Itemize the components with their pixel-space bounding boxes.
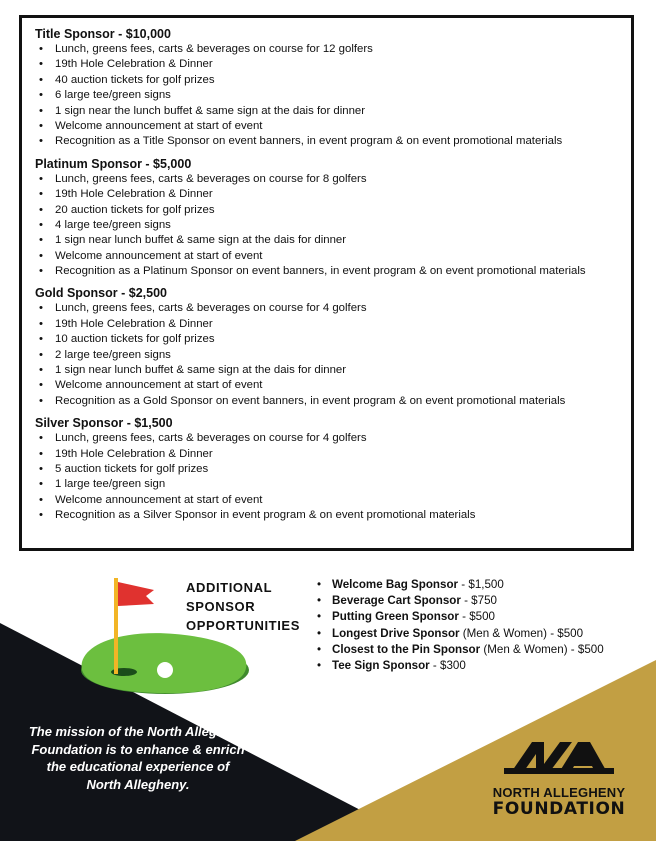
tier-heading: Gold Sponsor - $2,500 — [35, 286, 167, 301]
list-item: • 1 large tee/green sign — [35, 477, 631, 492]
list-item: • Recognition as a Platinum Sponsor on event banners, in event program & on event promotional materials — [35, 264, 631, 279]
list-item: • 1 sign near lunch buffet & same sign at the dais for dinner — [35, 233, 631, 248]
list-item: • Welcome Bag Sponsor - $1,500 — [316, 577, 604, 593]
logo-text-line2: FOUNDATION — [492, 799, 626, 819]
heading-line: OPPORTUNITIES — [186, 618, 300, 633]
list-item: • 1 sign near the lunch buffet & same sign at the dais for dinner — [35, 104, 631, 119]
list-item: • 40 auction tickets for golf prizes — [35, 73, 631, 88]
list-item: • Putting Green Sponsor - $500 — [316, 609, 604, 625]
list-item: • Lunch, greens fees, carts & beverages on course for 4 golfers — [35, 301, 631, 316]
heading-line: SPONSOR — [186, 599, 256, 614]
list-item: • Welcome announcement at start of event — [35, 378, 631, 393]
list-item: • Welcome announcement at start of event — [35, 493, 631, 508]
list-item: • Recognition as a Gold Sponsor on event banners, in event program & on event promotional materials — [35, 394, 631, 409]
list-item: • Closest to the Pin Sponsor (Men & Women) - $500 — [316, 642, 604, 658]
list-item: • 19th Hole Celebration & Dinner — [35, 317, 631, 332]
list-item: • 4 large tee/green signs — [35, 218, 631, 233]
heading-line: ADDITIONAL — [186, 580, 273, 595]
list-item: • 20 auction tickets for golf prizes — [35, 203, 631, 218]
list-item: • Tee Sign Sponsor - $300 — [316, 658, 604, 674]
list-item: • Beverage Cart Sponsor - $750 — [316, 593, 604, 609]
list-item: • Recognition as a Title Sponsor on event banners, in event program & on event promotional materials — [35, 134, 631, 149]
list-item: • 1 sign near lunch buffet & same sign at the dais for dinner — [35, 363, 631, 378]
tier-heading: Title Sponsor - $10,000 — [35, 27, 171, 41]
list-item: • 19th Hole Celebration & Dinner — [35, 187, 631, 202]
tier-heading: Platinum Sponsor - $5,000 — [35, 156, 192, 171]
list-item: • 2 large tee/green signs — [35, 348, 631, 363]
list-item: • Welcome announcement at start of event — [35, 249, 631, 264]
list-item: • 19th Hole Celebration & Dinner — [35, 447, 631, 462]
logo-text-line1: NORTH ALLEGHENY — [492, 785, 626, 800]
north-allegheny-logo-icon — [504, 738, 614, 786]
additional-heading — [186, 578, 300, 635]
foundation-logo — [474, 738, 644, 819]
list-item: • 10 auction tickets for golf prizes — [35, 332, 631, 347]
additional-opportunities-list — [316, 577, 604, 674]
list-item: • Welcome announcement at start of event — [35, 119, 631, 134]
mission-statement: The mission of the North Allegheny Foundation is to enhance & enrich the educational experience of North Allegheny. — [28, 724, 248, 792]
list-item: • 19th Hole Celebration & Dinner — [35, 57, 631, 72]
list-item: • 5 auction tickets for golf prizes — [35, 462, 631, 477]
list-item: • Lunch, greens fees, carts & beverages on course for 4 golfers — [35, 431, 631, 446]
list-item: • Lunch, greens fees, carts & beverages on course for 12 golfers — [35, 42, 631, 57]
list-item: • Longest Drive Sponsor (Men & Women) - $500 — [316, 626, 604, 642]
list-item: • 6 large tee/green signs — [35, 88, 631, 103]
list-item: • Lunch, greens fees, carts & beverages on course for 8 golfers — [35, 172, 631, 187]
tier-heading: Silver Sponsor - $1,500 — [35, 416, 173, 431]
list-item: • Recognition as a Silver Sponsor in event program & on event promotional materials — [35, 508, 631, 523]
